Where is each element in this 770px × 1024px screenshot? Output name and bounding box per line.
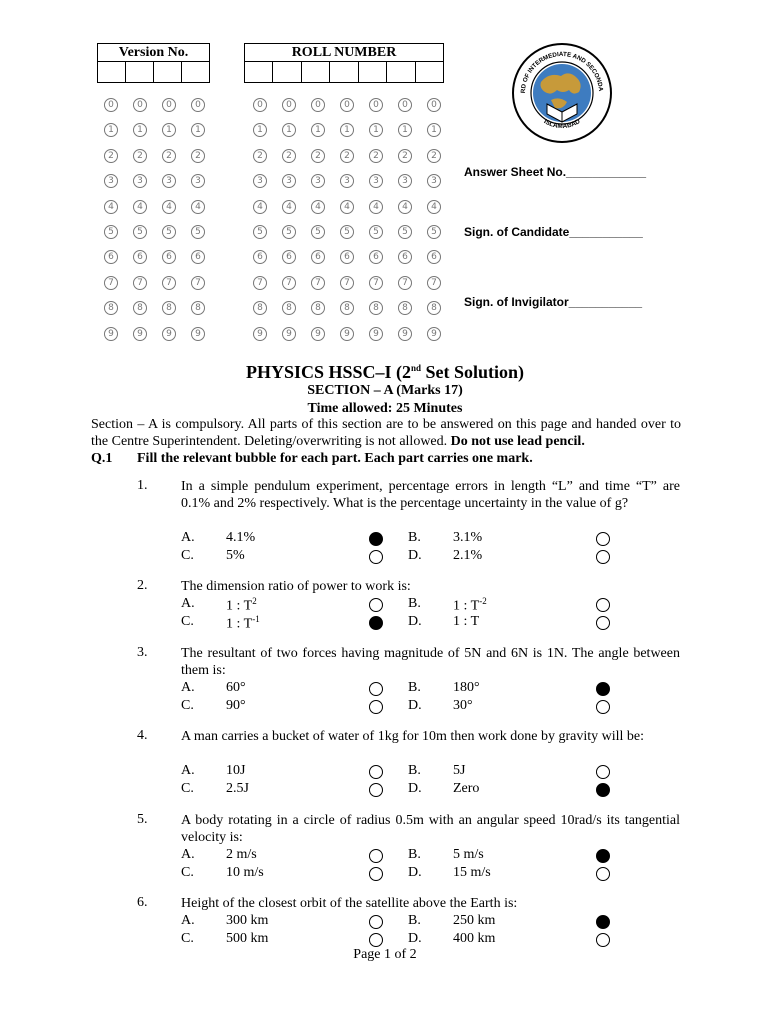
- q1-heading: [91, 451, 112, 467]
- roll-cell[interactable]: [302, 62, 330, 82]
- logo-text-bottom: ISLAMABAD: [542, 118, 582, 131]
- version-digit-bubble[interactable]: 8: [162, 301, 176, 315]
- roll-digit-bubble[interactable]: 3: [398, 174, 412, 188]
- option-value: 1 : T: [453, 614, 480, 629]
- option-text: [226, 763, 245, 779]
- roll-number-title: ROLL NUMBER: [245, 44, 443, 62]
- roll-digit-bubble[interactable]: 7: [427, 276, 441, 290]
- roll-digit-bubble[interactable]: 8: [282, 301, 296, 315]
- roll-digit-bubble[interactable]: 1: [282, 123, 296, 137]
- option-letter: A.: [181, 847, 195, 862]
- roll-digit-bubble[interactable]: 3: [253, 174, 267, 188]
- answer-bubble-a[interactable]: [369, 532, 383, 546]
- option-letter: C.: [181, 865, 194, 880]
- version-digit-bubble[interactable]: 3: [104, 174, 118, 188]
- option-value: Zero: [453, 781, 480, 796]
- roll-cell[interactable]: [359, 62, 387, 82]
- option-text: [453, 865, 491, 881]
- option-text: [453, 548, 482, 564]
- version-number-grid: [97, 43, 210, 83]
- question-number: 6.: [137, 895, 148, 910]
- version-digit-bubble[interactable]: 2: [104, 149, 118, 163]
- time-allowed: Time allowed: 25 Minutes: [307, 401, 463, 416]
- roll-digit-bubble[interactable]: 8: [427, 301, 441, 315]
- roll-number-grid: [244, 43, 444, 83]
- roll-digit-bubble[interactable]: 4: [311, 200, 325, 214]
- answer-bubble-a[interactable]: [369, 765, 383, 779]
- version-digit-bubble[interactable]: 8: [191, 301, 205, 315]
- roll-digit-bubble[interactable]: 6: [253, 250, 267, 264]
- roll-digit-bubble[interactable]: 1: [340, 123, 354, 137]
- roll-digit-bubble[interactable]: 1: [253, 123, 267, 137]
- version-digit-bubble[interactable]: 6: [133, 250, 147, 264]
- option-letter: C.: [181, 614, 194, 629]
- answer-bubble-c[interactable]: [369, 700, 383, 714]
- roll-digit-bubble[interactable]: 0: [282, 98, 296, 112]
- version-digit-bubble[interactable]: 0: [133, 98, 147, 112]
- version-digit-bubble[interactable]: 2: [162, 149, 176, 163]
- version-digit-bubble[interactable]: 4: [191, 200, 205, 214]
- roll-digit-bubble[interactable]: 1: [427, 123, 441, 137]
- option-text: [453, 781, 479, 797]
- roll-cell[interactable]: [387, 62, 415, 82]
- version-digit-bubble[interactable]: 5: [104, 225, 118, 239]
- answer-bubble-c[interactable]: [369, 616, 383, 630]
- page-footer: Page 1 of 2: [353, 947, 417, 962]
- roll-digit-bubble[interactable]: 7: [311, 276, 325, 290]
- option-letter: D.: [408, 614, 422, 629]
- roll-digit-bubble[interactable]: 5: [311, 225, 325, 239]
- version-digit-bubble[interactable]: 3: [191, 174, 205, 188]
- version-digit-bubble[interactable]: 4: [133, 200, 147, 214]
- option-text: [453, 763, 465, 779]
- roll-digit-bubble[interactable]: 3: [340, 174, 354, 188]
- question-number: 5.: [137, 812, 148, 827]
- option-value: 5 m/s: [453, 847, 484, 862]
- option-text: [226, 548, 245, 564]
- roll-cell[interactable]: [273, 62, 301, 82]
- version-digit-bubble[interactable]: 0: [104, 98, 118, 112]
- roll-digit-bubble[interactable]: 4: [253, 200, 267, 214]
- roll-digit-bubble[interactable]: 9: [398, 327, 412, 341]
- option-text: [453, 596, 487, 615]
- option-value: 10J: [226, 763, 246, 778]
- version-number-title: Version No.: [98, 44, 209, 62]
- option-text: [226, 847, 257, 863]
- option-value: 500 km: [226, 931, 269, 946]
- invigilator-signature-field[interactable]: Sign. of Invigilator___________: [464, 295, 643, 309]
- roll-digit-bubble[interactable]: 5: [369, 225, 383, 239]
- roll-digit-bubble[interactable]: 7: [340, 276, 354, 290]
- answer-bubble-d[interactable]: [596, 783, 610, 797]
- q1-label: Q.1: [91, 451, 113, 466]
- option-value: 180°: [453, 680, 480, 695]
- roll-digit-bubble[interactable]: 5: [427, 225, 441, 239]
- roll-cell[interactable]: [416, 62, 443, 82]
- answer-bubble-a[interactable]: [369, 915, 383, 929]
- roll-digit-bubble[interactable]: 4: [340, 200, 354, 214]
- option-text: [226, 596, 257, 615]
- roll-digit-bubble[interactable]: 6: [311, 250, 325, 264]
- version-digit-bubble[interactable]: 5: [191, 225, 205, 239]
- roll-digit-bubble[interactable]: 0: [427, 98, 441, 112]
- answer-bubble-a[interactable]: [369, 849, 383, 863]
- roll-cell[interactable]: [245, 62, 273, 82]
- roll-digit-bubble[interactable]: 7: [369, 276, 383, 290]
- option-value: 15 m/s: [453, 865, 491, 880]
- logo-text-top: RD OF INTERMEDIATE AND SECONDA: [519, 50, 605, 94]
- option-value: 5J: [453, 763, 466, 778]
- roll-digit-bubble[interactable]: 8: [253, 301, 267, 315]
- answer-bubble-b[interactable]: [596, 682, 610, 696]
- version-digit-bubble[interactable]: 9: [191, 327, 205, 341]
- version-digit-bubble[interactable]: 8: [104, 301, 118, 315]
- option-letter: C.: [181, 781, 194, 796]
- roll-cell[interactable]: [330, 62, 358, 82]
- option-text: [453, 698, 473, 714]
- option-letter: B.: [408, 913, 421, 928]
- version-digit-bubble[interactable]: 1: [104, 123, 118, 137]
- option-letter: D.: [408, 931, 422, 946]
- option-value: 2.5J: [226, 781, 249, 796]
- roll-digit-bubble[interactable]: 3: [427, 174, 441, 188]
- version-digit-bubble[interactable]: 8: [133, 301, 147, 315]
- answer-bubble-b[interactable]: [596, 915, 610, 929]
- answer-bubble-a[interactable]: [369, 598, 383, 612]
- roll-digit-bubble[interactable]: 2: [369, 149, 383, 163]
- option-text: [453, 680, 480, 696]
- answer-bubble-d[interactable]: [596, 700, 610, 714]
- version-digit-bubble[interactable]: 3: [162, 174, 176, 188]
- option-value: 1 : T: [226, 598, 253, 614]
- option-letter: A.: [181, 680, 195, 695]
- version-digit-bubble[interactable]: 9: [104, 327, 118, 341]
- version-digit-bubble[interactable]: 7: [162, 276, 176, 290]
- roll-digit-bubble[interactable]: 3: [282, 174, 296, 188]
- option-letter: B.: [408, 680, 421, 695]
- roll-digit-bubble[interactable]: 0: [398, 98, 412, 112]
- roll-digit-bubble[interactable]: 8: [311, 301, 325, 315]
- roll-digit-bubble[interactable]: 9: [369, 327, 383, 341]
- version-digit-bubble[interactable]: 7: [104, 276, 118, 290]
- roll-digit-bubble[interactable]: 6: [282, 250, 296, 264]
- question-number: 4.: [137, 728, 148, 743]
- option-text: [226, 781, 249, 797]
- roll-digit-bubble[interactable]: 9: [282, 327, 296, 341]
- instructions: Section – A is compulsory. All parts of this section are to be answered on this page and handed over to the Centre Superintendent. Deleting/overwriting is not allowed. Do not use lead pencil.: [91, 417, 681, 449]
- version-digit-bubble[interactable]: 9: [162, 327, 176, 341]
- option-value: 30°: [453, 698, 473, 713]
- roll-digit-bubble[interactable]: 2: [340, 149, 354, 163]
- roll-digit-bubble[interactable]: 9: [340, 327, 354, 341]
- version-digit-bubble[interactable]: 0: [162, 98, 176, 112]
- answer-sheet-number-field[interactable]: Answer Sheet No.____________: [464, 165, 647, 179]
- roll-digit-bubble[interactable]: 2: [427, 149, 441, 163]
- question-text: The dimension ratio of power to work is:: [181, 579, 411, 594]
- option-value: 10 m/s: [226, 865, 264, 880]
- roll-digit-bubble[interactable]: 4: [369, 200, 383, 214]
- option-value: 2 m/s: [226, 847, 257, 862]
- roll-digit-bubble[interactable]: 3: [311, 174, 325, 188]
- roll-digit-bubble[interactable]: 0: [340, 98, 354, 112]
- option-letter: A.: [181, 913, 195, 928]
- answer-bubble-b[interactable]: [596, 532, 610, 546]
- question-text: In a simple pendulum experiment, percentage errors in length “L” and time “T” are 0.1% and 2% respectively. What is the percentage uncertainty in the value of g?: [181, 479, 680, 511]
- option-value: 400 km: [453, 931, 496, 946]
- option-letter: C.: [181, 548, 194, 563]
- version-digit-bubble[interactable]: 1: [162, 123, 176, 137]
- option-value: 250 km: [453, 913, 496, 928]
- version-digit-bubble[interactable]: 0: [191, 98, 205, 112]
- question-number: 3.: [137, 645, 148, 660]
- version-digit-bubble[interactable]: 7: [191, 276, 205, 290]
- option-letter: B.: [408, 847, 421, 862]
- option-text: [453, 847, 484, 863]
- answer-bubble-d[interactable]: [596, 867, 610, 881]
- option-text: [453, 931, 495, 947]
- version-cell[interactable]: [98, 62, 126, 82]
- roll-digit-bubble[interactable]: 5: [398, 225, 412, 239]
- question-text: Height of the closest orbit of the satellite above the Earth is:: [181, 896, 518, 911]
- version-cell[interactable]: [182, 62, 209, 82]
- option-letter: B.: [408, 530, 421, 545]
- option-text: [453, 913, 495, 929]
- roll-digit-bubble[interactable]: 0: [369, 98, 383, 112]
- version-digit-bubble[interactable]: 3: [133, 174, 147, 188]
- version-digit-bubble[interactable]: 5: [162, 225, 176, 239]
- option-letter: C.: [181, 698, 194, 713]
- roll-digit-bubble[interactable]: 0: [253, 98, 267, 112]
- option-text: [226, 530, 255, 546]
- roll-digit-bubble[interactable]: 6: [369, 250, 383, 264]
- option-text: [226, 865, 264, 881]
- roll-digit-bubble[interactable]: 4: [282, 200, 296, 214]
- roll-digit-bubble[interactable]: 8: [340, 301, 354, 315]
- roll-digit-bubble[interactable]: 7: [282, 276, 296, 290]
- roll-digit-bubble[interactable]: 4: [427, 200, 441, 214]
- option-value: 5%: [226, 548, 245, 563]
- version-digit-bubble[interactable]: 1: [133, 123, 147, 137]
- roll-digit-bubble[interactable]: 5: [282, 225, 296, 239]
- answer-bubble-c[interactable]: [369, 933, 383, 947]
- version-cell[interactable]: [126, 62, 154, 82]
- roll-digit-bubble[interactable]: 8: [369, 301, 383, 315]
- option-text: [226, 931, 268, 947]
- answer-bubble-c[interactable]: [369, 867, 383, 881]
- question-number: 2.: [137, 578, 148, 593]
- roll-digit-bubble[interactable]: 0: [311, 98, 325, 112]
- answer-bubble-a[interactable]: [369, 682, 383, 696]
- version-digit-bubble[interactable]: 6: [162, 250, 176, 264]
- option-value: 300 km: [226, 913, 269, 928]
- version-digit-bubble[interactable]: 6: [104, 250, 118, 264]
- roll-digit-bubble[interactable]: 1: [369, 123, 383, 137]
- option-superscript: 2: [252, 596, 257, 606]
- option-value: 3.1%: [453, 530, 483, 545]
- candidate-signature-field[interactable]: Sign. of Candidate___________: [464, 225, 643, 239]
- roll-digit-bubble[interactable]: 9: [311, 327, 325, 341]
- q1-instruction: Fill the relevant bubble for each part. Each part carries one mark.: [137, 451, 533, 466]
- option-text: [226, 614, 260, 633]
- option-letter: A.: [181, 596, 195, 611]
- option-value: 90°: [226, 698, 246, 713]
- option-letter: D.: [408, 865, 422, 880]
- roll-digit-bubble[interactable]: 8: [398, 301, 412, 315]
- option-letter: A.: [181, 763, 195, 778]
- roll-digit-bubble[interactable]: 6: [427, 250, 441, 264]
- roll-digit-bubble[interactable]: 6: [398, 250, 412, 264]
- option-text: [453, 614, 479, 630]
- option-value: 1 : T: [453, 598, 480, 614]
- option-text: [226, 913, 268, 929]
- answer-bubble-c[interactable]: [369, 783, 383, 797]
- board-logo: [511, 42, 613, 144]
- answer-bubble-d[interactable]: [596, 933, 610, 947]
- answer-bubble-b[interactable]: [596, 598, 610, 612]
- option-letter: D.: [408, 781, 422, 796]
- version-digit-bubble[interactable]: 6: [191, 250, 205, 264]
- version-cell[interactable]: [154, 62, 182, 82]
- answer-bubble-d[interactable]: [596, 616, 610, 630]
- version-digit-bubble[interactable]: 4: [162, 200, 176, 214]
- roll-digit-bubble[interactable]: 9: [253, 327, 267, 341]
- roll-digit-bubble[interactable]: 2: [282, 149, 296, 163]
- version-digit-bubble[interactable]: 7: [133, 276, 147, 290]
- paper-title: PHYSICS HSSC–I (2nd Set Solution): [245, 362, 525, 382]
- option-letter: B.: [408, 763, 421, 778]
- option-value: 60°: [226, 680, 246, 695]
- question-number: 1.: [137, 478, 148, 493]
- version-digit-bubble[interactable]: 9: [133, 327, 147, 341]
- option-letter: D.: [408, 698, 422, 713]
- roll-digit-bubble[interactable]: 7: [398, 276, 412, 290]
- roll-digit-bubble[interactable]: 4: [398, 200, 412, 214]
- option-text: [453, 530, 482, 546]
- board-seal-icon: [511, 42, 613, 144]
- option-letter: C.: [181, 931, 194, 946]
- roll-digit-bubble[interactable]: 2: [311, 149, 325, 163]
- option-letter: D.: [408, 548, 422, 563]
- roll-digit-bubble[interactable]: 1: [311, 123, 325, 137]
- version-digit-bubble[interactable]: 1: [191, 123, 205, 137]
- option-text: [226, 698, 246, 714]
- roll-digit-bubble[interactable]: 1: [398, 123, 412, 137]
- option-value: 2.1%: [453, 548, 483, 563]
- answer-bubble-c[interactable]: [369, 550, 383, 564]
- question-text: A body rotating in a circle of radius 0.5m with an angular speed 10rad/s its tangential velocity is:: [181, 813, 680, 845]
- roll-digit-bubble[interactable]: 2: [398, 149, 412, 163]
- option-value: 4.1%: [226, 530, 256, 545]
- answer-bubble-d[interactable]: [596, 550, 610, 564]
- version-digit-bubble[interactable]: 2: [133, 149, 147, 163]
- option-superscript: -1: [252, 614, 260, 624]
- question-text: The resultant of two forces having magnitude of 5N and 6N is 1N. The angle between them is:: [181, 646, 680, 678]
- version-digit-bubble[interactable]: 4: [104, 200, 118, 214]
- roll-digit-bubble[interactable]: 5: [340, 225, 354, 239]
- roll-digit-bubble[interactable]: 9: [427, 327, 441, 341]
- question-text: A man carries a bucket of water of 1kg for 10m then work done by gravity will be:: [181, 729, 645, 744]
- version-digit-bubble[interactable]: 2: [191, 149, 205, 163]
- option-letter: A.: [181, 530, 195, 545]
- option-text: [226, 680, 246, 696]
- roll-digit-bubble[interactable]: 5: [253, 225, 267, 239]
- roll-digit-bubble[interactable]: 2: [253, 149, 267, 163]
- option-value: 1 : T: [226, 616, 253, 632]
- answer-bubble-b[interactable]: [596, 849, 610, 863]
- version-digit-bubble[interactable]: 5: [133, 225, 147, 239]
- section-heading: SECTION – A (Marks 17): [307, 383, 463, 398]
- option-letter: B.: [408, 596, 421, 611]
- answer-bubble-b[interactable]: [596, 765, 610, 779]
- roll-digit-bubble[interactable]: 6: [340, 250, 354, 264]
- roll-digit-bubble[interactable]: 7: [253, 276, 267, 290]
- option-superscript: -2: [479, 596, 487, 606]
- roll-digit-bubble[interactable]: 3: [369, 174, 383, 188]
